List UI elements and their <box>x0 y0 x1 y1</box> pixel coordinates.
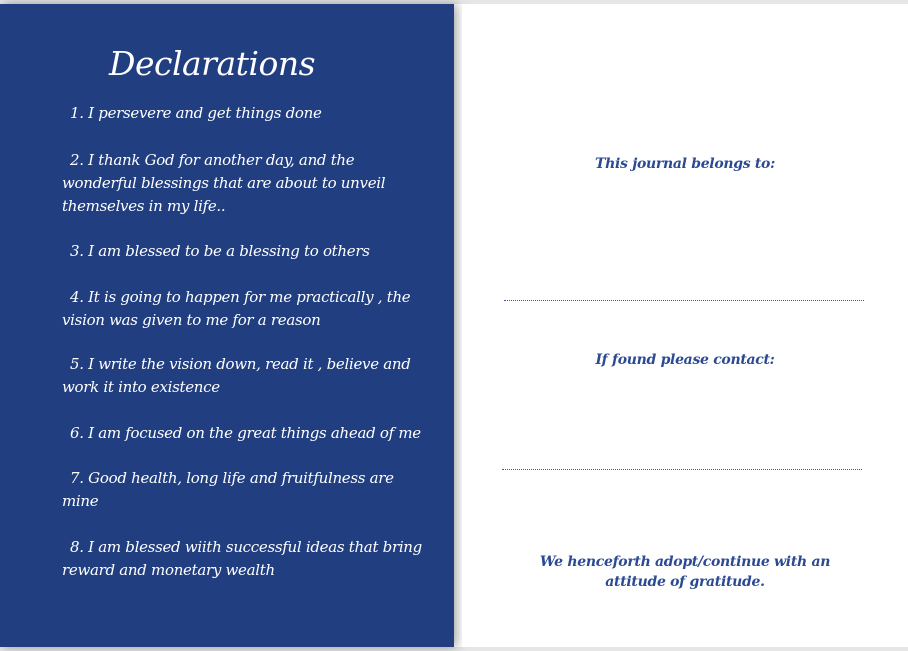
journal-spread <box>0 4 908 647</box>
declaration-item-8: 8. I am blessed wiith successful ideas that bring reward and monetary wealth <box>62 538 422 579</box>
declarations-page <box>0 4 454 647</box>
declaration-item-5: 5. I write the vision down, read it , believe and work it into existence <box>62 355 411 396</box>
declaration-item-6: 6. I am focused on the great things ahead of me <box>70 424 421 442</box>
contact-line <box>502 469 862 470</box>
declaration-item-2: 2. I thank God for another day, and the wonderful blessings that are about to unveil themselves in my life.. <box>62 151 386 215</box>
contact-label: If found please contact: <box>595 352 775 368</box>
declaration-item-3: 3. I am blessed to be a blessing to others <box>70 242 370 260</box>
owner-name-line <box>504 300 864 301</box>
declaration-item-7: 7. Good health, long life and fruitfulness are mine <box>62 469 394 510</box>
declarations-heading: Declarations <box>108 44 316 83</box>
belongs-to-label: This journal belongs to: <box>595 156 775 172</box>
gratitude-line: We henceforth adopt/continue with an attitude of gratitude. <box>539 554 831 590</box>
declaration-item-1: 1. I persevere and get things done <box>70 104 322 122</box>
declaration-item-4: 4. It is going to happen for me practically , the vision was given to me for a reason <box>62 288 411 329</box>
ownership-page <box>462 4 908 647</box>
